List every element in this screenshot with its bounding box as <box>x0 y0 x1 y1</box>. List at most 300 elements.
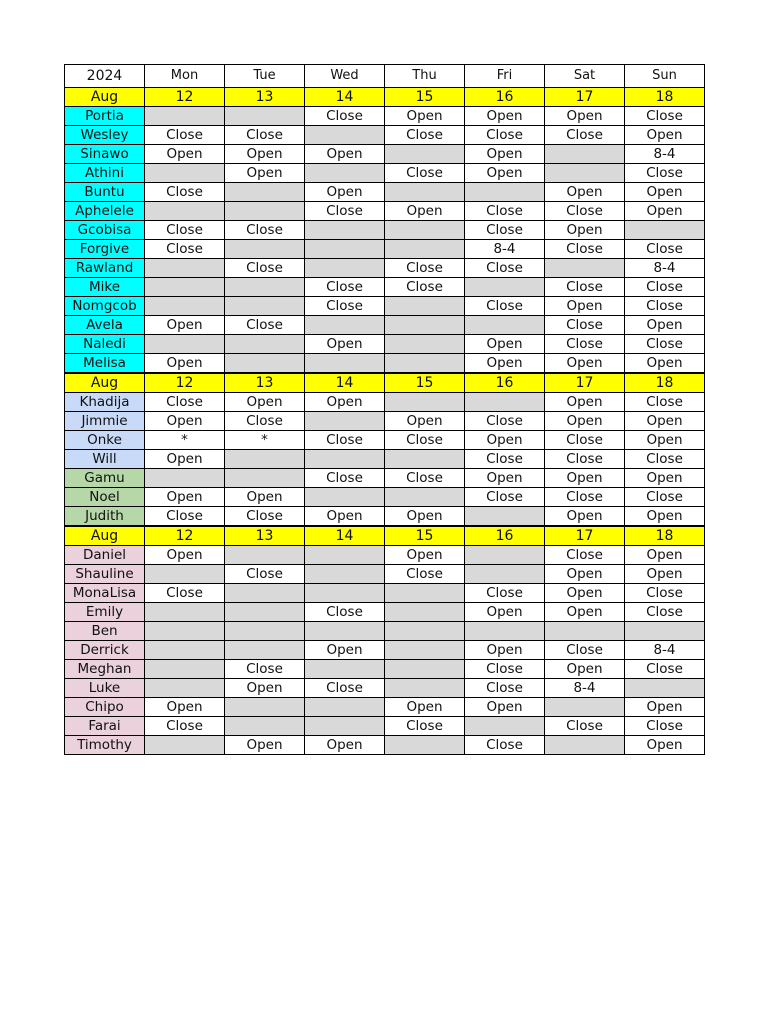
date-cell: 15 <box>385 373 465 393</box>
shift-cell[interactable] <box>625 679 705 698</box>
shift-cell[interactable]: Close <box>305 679 385 698</box>
shift-cell[interactable] <box>305 259 385 278</box>
shift-cell[interactable] <box>305 316 385 335</box>
shift-cell[interactable]: Open <box>145 145 225 164</box>
shift-cell[interactable] <box>225 469 305 488</box>
shift-cell[interactable]: Open <box>465 335 545 354</box>
shift-cell[interactable]: Open <box>545 469 625 488</box>
shift-cell[interactable] <box>465 546 545 565</box>
day-header-sun: Sun <box>625 65 705 88</box>
shift-cell[interactable]: Open <box>625 431 705 450</box>
shift-cell[interactable]: Open <box>305 183 385 202</box>
employee-name[interactable]: Jimmie <box>65 412 145 431</box>
shift-cell[interactable] <box>145 469 225 488</box>
shift-cell[interactable] <box>225 603 305 622</box>
shift-cell[interactable] <box>145 641 225 660</box>
employee-row <box>65 488 705 507</box>
shift-cell[interactable] <box>145 278 225 297</box>
shift-cell[interactable] <box>545 622 625 641</box>
shift-cell[interactable] <box>305 660 385 679</box>
shift-cell[interactable]: Close <box>625 603 705 622</box>
shift-cell[interactable]: Open <box>625 183 705 202</box>
shift-cell[interactable] <box>305 126 385 145</box>
date-cell: 12 <box>145 373 225 393</box>
shift-cell[interactable] <box>545 259 625 278</box>
shift-cell[interactable]: Close <box>305 278 385 297</box>
shift-cell[interactable]: Open <box>225 145 305 164</box>
shift-cell[interactable]: Close <box>465 259 545 278</box>
shift-cell[interactable] <box>385 622 465 641</box>
shift-cell[interactable]: Close <box>545 431 625 450</box>
shift-cell[interactable]: Open <box>465 698 545 717</box>
shift-cell[interactable]: Open <box>305 335 385 354</box>
date-cell: 17 <box>545 373 625 393</box>
shift-cell[interactable]: Open <box>545 297 625 316</box>
shift-cell[interactable]: Close <box>305 107 385 126</box>
shift-cell[interactable]: Open <box>465 603 545 622</box>
employee-name[interactable]: Mike <box>65 278 145 297</box>
employee-name[interactable]: Ben <box>65 622 145 641</box>
date-cell: 13 <box>225 373 305 393</box>
date-cell: 16 <box>465 373 545 393</box>
shift-cell[interactable]: Close <box>465 126 545 145</box>
shift-cell[interactable] <box>465 507 545 527</box>
shift-cell[interactable] <box>305 221 385 240</box>
employee-row <box>65 278 705 297</box>
shift-cell[interactable]: Open <box>465 145 545 164</box>
shift-cell[interactable]: 8-4 <box>465 240 545 259</box>
shift-cell[interactable]: * <box>225 431 305 450</box>
employee-row <box>65 698 705 717</box>
shift-cell[interactable]: Close <box>545 126 625 145</box>
shift-cell[interactable]: Close <box>545 546 625 565</box>
employee-name[interactable]: MonaLisa <box>65 584 145 603</box>
shift-cell[interactable] <box>145 565 225 584</box>
year-cell: 2024 <box>65 65 145 88</box>
shift-cell[interactable]: Open <box>625 354 705 374</box>
shift-cell[interactable] <box>305 488 385 507</box>
shift-cell[interactable] <box>225 335 305 354</box>
employee-name[interactable]: Aphelele <box>65 202 145 221</box>
shift-cell[interactable]: Close <box>625 393 705 412</box>
shift-cell[interactable]: Open <box>145 354 225 374</box>
shift-cell[interactable] <box>465 183 545 202</box>
shift-cell[interactable] <box>145 603 225 622</box>
shift-cell[interactable]: Open <box>545 507 625 527</box>
employee-row <box>65 335 705 354</box>
shift-cell[interactable]: Open <box>305 145 385 164</box>
shift-cell[interactable]: Close <box>225 316 305 335</box>
shift-cell[interactable]: Open <box>625 565 705 584</box>
shift-cell[interactable]: Open <box>465 354 545 374</box>
shift-cell[interactable]: Close <box>385 259 465 278</box>
shift-cell[interactable]: Open <box>385 698 465 717</box>
shift-cell[interactable] <box>385 603 465 622</box>
employee-row <box>65 354 705 374</box>
shift-cell[interactable]: Open <box>545 354 625 374</box>
employee-name[interactable]: Wesley <box>65 126 145 145</box>
shift-cell[interactable] <box>305 240 385 259</box>
shift-cell[interactable] <box>305 698 385 717</box>
shift-cell[interactable]: Close <box>305 603 385 622</box>
month-cell: Aug <box>65 88 145 107</box>
employee-name[interactable]: Timothy <box>65 736 145 755</box>
shift-cell[interactable] <box>225 450 305 469</box>
employee-row <box>65 183 705 202</box>
shift-cell[interactable] <box>145 736 225 755</box>
shift-cell[interactable] <box>385 335 465 354</box>
employee-name[interactable]: Emily <box>65 603 145 622</box>
employee-name[interactable]: Farai <box>65 717 145 736</box>
employee-row <box>65 412 705 431</box>
shift-cell[interactable]: Open <box>545 107 625 126</box>
shift-cell[interactable]: Open <box>305 507 385 527</box>
date-cell: 16 <box>465 88 545 107</box>
employee-name[interactable]: Onke <box>65 431 145 450</box>
employee-name[interactable]: Gamu <box>65 469 145 488</box>
employee-row <box>65 717 705 736</box>
shift-cell[interactable] <box>225 354 305 374</box>
employee-name[interactable]: Melisa <box>65 354 145 374</box>
header-row <box>65 65 705 88</box>
employee-row <box>65 736 705 755</box>
shift-cell[interactable]: Open <box>625 698 705 717</box>
shift-cell[interactable]: Open <box>545 584 625 603</box>
employee-row <box>65 469 705 488</box>
shift-cell[interactable]: Close <box>225 507 305 527</box>
shift-cell[interactable]: Close <box>145 717 225 736</box>
shift-cell[interactable]: Close <box>225 412 305 431</box>
shift-cell[interactable] <box>145 107 225 126</box>
shift-cell[interactable]: Close <box>545 450 625 469</box>
shift-cell[interactable]: Open <box>145 450 225 469</box>
shift-cell[interactable] <box>625 622 705 641</box>
shift-cell[interactable] <box>465 393 545 412</box>
employee-name[interactable]: Avela <box>65 316 145 335</box>
shift-cell[interactable]: Close <box>625 717 705 736</box>
shift-cell[interactable]: Open <box>145 698 225 717</box>
employee-name[interactable]: Naledi <box>65 335 145 354</box>
shift-cell[interactable]: 8-4 <box>625 145 705 164</box>
date-row <box>65 88 705 107</box>
shift-cell[interactable] <box>465 565 545 584</box>
shift-cell[interactable]: Open <box>385 202 465 221</box>
shift-cell[interactable]: Close <box>145 183 225 202</box>
shift-cell[interactable] <box>385 183 465 202</box>
shift-cell[interactable]: Close <box>385 565 465 584</box>
shift-cell[interactable]: Open <box>625 202 705 221</box>
shift-cell[interactable]: Close <box>385 431 465 450</box>
shift-cell[interactable] <box>385 145 465 164</box>
shift-cell[interactable] <box>385 297 465 316</box>
date-row <box>65 526 705 546</box>
shift-cell[interactable] <box>145 202 225 221</box>
employee-name[interactable]: Meghan <box>65 660 145 679</box>
shift-cell[interactable]: Open <box>625 469 705 488</box>
shift-cell[interactable] <box>305 546 385 565</box>
date-cell: 18 <box>625 526 705 546</box>
shift-cell[interactable]: Close <box>625 240 705 259</box>
shift-cell[interactable] <box>145 679 225 698</box>
shift-cell[interactable]: Close <box>305 202 385 221</box>
employee-row <box>65 507 705 527</box>
shift-cell[interactable]: Close <box>625 335 705 354</box>
employee-row <box>65 221 705 240</box>
employee-row <box>65 546 705 565</box>
employee-name[interactable]: Gcobisa <box>65 221 145 240</box>
date-cell: 14 <box>305 373 385 393</box>
shift-cell[interactable] <box>465 622 545 641</box>
shift-cell[interactable]: Close <box>225 565 305 584</box>
shift-cell[interactable]: Open <box>225 679 305 698</box>
shift-cell[interactable]: Close <box>225 259 305 278</box>
shift-cell[interactable]: * <box>145 431 225 450</box>
shift-cell[interactable]: Close <box>465 202 545 221</box>
shift-cell[interactable]: Close <box>305 431 385 450</box>
employee-row <box>65 259 705 278</box>
employee-name[interactable]: Chipo <box>65 698 145 717</box>
shift-cell[interactable] <box>145 259 225 278</box>
day-header-sat: Sat <box>545 65 625 88</box>
shift-cell[interactable] <box>225 278 305 297</box>
shift-cell[interactable]: Open <box>385 107 465 126</box>
shift-cell[interactable]: Open <box>545 221 625 240</box>
shift-cell[interactable] <box>385 736 465 755</box>
date-row <box>65 373 705 393</box>
employee-name[interactable]: Shauline <box>65 565 145 584</box>
shift-cell[interactable]: Open <box>465 431 545 450</box>
shift-cell[interactable]: Open <box>545 603 625 622</box>
shift-cell[interactable] <box>225 641 305 660</box>
shift-cell[interactable]: Close <box>465 736 545 755</box>
shift-cell[interactable]: Close <box>465 221 545 240</box>
shift-cell[interactable]: Open <box>305 393 385 412</box>
shift-cell[interactable]: Open <box>545 660 625 679</box>
employee-name[interactable]: Daniel <box>65 546 145 565</box>
month-cell: Aug <box>65 373 145 393</box>
shift-cell[interactable]: Close <box>385 469 465 488</box>
shift-schedule-table <box>64 64 705 755</box>
shift-cell[interactable] <box>545 736 625 755</box>
employee-name[interactable]: Derrick <box>65 641 145 660</box>
shift-cell[interactable]: Open <box>145 412 225 431</box>
shift-cell[interactable]: Open <box>625 736 705 755</box>
shift-cell[interactable] <box>225 183 305 202</box>
shift-cell[interactable]: Close <box>465 297 545 316</box>
shift-cell[interactable] <box>305 450 385 469</box>
shift-cell[interactable] <box>305 717 385 736</box>
shift-cell[interactable]: Open <box>625 546 705 565</box>
shift-cell[interactable]: Close <box>225 221 305 240</box>
employee-row <box>65 202 705 221</box>
shift-cell[interactable]: Open <box>545 565 625 584</box>
shift-cell[interactable]: Open <box>305 736 385 755</box>
shift-cell[interactable]: Close <box>465 584 545 603</box>
shift-cell[interactable]: Close <box>625 278 705 297</box>
shift-cell[interactable]: Open <box>625 316 705 335</box>
employee-name[interactable]: Khadija <box>65 393 145 412</box>
shift-cell[interactable] <box>145 164 225 183</box>
shift-cell[interactable]: Open <box>545 183 625 202</box>
shift-cell[interactable] <box>385 488 465 507</box>
shift-cell[interactable]: Open <box>145 546 225 565</box>
shift-cell[interactable]: 8-4 <box>625 259 705 278</box>
shift-cell[interactable]: Open <box>145 316 225 335</box>
shift-cell[interactable] <box>385 679 465 698</box>
employee-name[interactable]: Forgive <box>65 240 145 259</box>
shift-cell[interactable]: Open <box>225 736 305 755</box>
shift-cell[interactable]: Open <box>225 488 305 507</box>
shift-cell[interactable] <box>225 717 305 736</box>
shift-cell[interactable]: Close <box>545 240 625 259</box>
employee-row <box>65 450 705 469</box>
shift-cell[interactable] <box>225 622 305 641</box>
shift-cell[interactable] <box>305 622 385 641</box>
shift-cell[interactable] <box>225 240 305 259</box>
employee-name[interactable]: Sinawo <box>65 145 145 164</box>
shift-cell[interactable]: Close <box>545 717 625 736</box>
employee-name[interactable]: Will <box>65 450 145 469</box>
employee-name[interactable]: Athini <box>65 164 145 183</box>
shift-cell[interactable]: Close <box>305 297 385 316</box>
employee-name[interactable]: Judith <box>65 507 145 527</box>
shift-cell[interactable] <box>305 164 385 183</box>
employee-row <box>65 622 705 641</box>
employee-row <box>65 316 705 335</box>
employee-name[interactable]: Noel <box>65 488 145 507</box>
shift-cell[interactable] <box>145 660 225 679</box>
employee-row <box>65 145 705 164</box>
shift-cell[interactable] <box>385 221 465 240</box>
shift-cell[interactable]: Close <box>305 469 385 488</box>
employee-name[interactable]: Portia <box>65 107 145 126</box>
shift-cell[interactable] <box>225 202 305 221</box>
shift-cell[interactable]: Close <box>225 126 305 145</box>
shift-cell[interactable] <box>225 297 305 316</box>
shift-cell[interactable] <box>545 698 625 717</box>
shift-cell[interactable]: Close <box>145 240 225 259</box>
shift-cell[interactable]: Close <box>145 126 225 145</box>
employee-name[interactable]: Rawland <box>65 259 145 278</box>
employee-row <box>65 641 705 660</box>
shift-cell[interactable] <box>305 412 385 431</box>
shift-cell[interactable]: Close <box>385 164 465 183</box>
day-header-wed: Wed <box>305 65 385 88</box>
shift-cell[interactable]: Close <box>385 126 465 145</box>
shift-cell[interactable]: Open <box>305 641 385 660</box>
day-header-thu: Thu <box>385 65 465 88</box>
shift-cell[interactable] <box>545 145 625 164</box>
shift-cell[interactable] <box>225 546 305 565</box>
shift-cell[interactable] <box>225 698 305 717</box>
shift-cell[interactable]: Close <box>625 488 705 507</box>
date-cell: 14 <box>305 526 385 546</box>
shift-cell[interactable]: Close <box>545 278 625 297</box>
shift-cell[interactable]: Close <box>625 660 705 679</box>
shift-cell[interactable] <box>145 622 225 641</box>
shift-cell[interactable]: Close <box>465 412 545 431</box>
date-cell: 12 <box>145 88 225 107</box>
shift-cell[interactable] <box>465 717 545 736</box>
shift-cell[interactable] <box>305 354 385 374</box>
shift-cell[interactable] <box>465 278 545 297</box>
shift-cell[interactable]: Close <box>465 660 545 679</box>
shift-cell[interactable]: Open <box>625 507 705 527</box>
shift-cell[interactable]: Close <box>625 107 705 126</box>
shift-cell[interactable]: Open <box>465 107 545 126</box>
shift-cell[interactable]: Close <box>465 488 545 507</box>
employee-row <box>65 240 705 259</box>
shift-cell[interactable] <box>385 450 465 469</box>
shift-cell[interactable]: Open <box>385 507 465 527</box>
shift-cell[interactable]: Open <box>465 164 545 183</box>
shift-cell[interactable] <box>545 164 625 183</box>
shift-cell[interactable]: Open <box>225 393 305 412</box>
shift-cell[interactable]: Close <box>545 641 625 660</box>
shift-cell[interactable]: Open <box>545 412 625 431</box>
shift-cell[interactable] <box>385 240 465 259</box>
shift-cell[interactable] <box>385 354 465 374</box>
shift-cell[interactable] <box>385 584 465 603</box>
employee-name[interactable]: Luke <box>65 679 145 698</box>
shift-cell[interactable]: Close <box>545 488 625 507</box>
employee-name[interactable]: Buntu <box>65 183 145 202</box>
shift-cell[interactable] <box>625 221 705 240</box>
shift-cell[interactable]: Close <box>545 202 625 221</box>
shift-cell[interactable]: Close <box>625 584 705 603</box>
shift-cell[interactable]: Close <box>145 584 225 603</box>
shift-cell[interactable]: Close <box>385 717 465 736</box>
shift-cell[interactable]: Close <box>385 278 465 297</box>
shift-cell[interactable]: Open <box>625 126 705 145</box>
shift-cell[interactable] <box>385 316 465 335</box>
shift-cell[interactable] <box>145 297 225 316</box>
shift-cell[interactable] <box>225 107 305 126</box>
shift-cell[interactable] <box>385 660 465 679</box>
shift-cell[interactable] <box>385 641 465 660</box>
shift-cell[interactable]: Close <box>545 335 625 354</box>
shift-cell[interactable]: Close <box>145 221 225 240</box>
shift-cell[interactable]: Open <box>625 412 705 431</box>
shift-cell[interactable]: 8-4 <box>545 679 625 698</box>
shift-cell[interactable] <box>305 584 385 603</box>
shift-cell[interactable] <box>225 584 305 603</box>
shift-cell[interactable]: Open <box>465 469 545 488</box>
shift-cell[interactable]: Close <box>145 393 225 412</box>
shift-cell[interactable]: Open <box>385 412 465 431</box>
shift-cell[interactable]: Close <box>465 450 545 469</box>
shift-cell[interactable]: Close <box>625 450 705 469</box>
shift-cell[interactable]: Open <box>545 393 625 412</box>
shift-cell[interactable]: Open <box>465 641 545 660</box>
shift-cell[interactable]: Close <box>225 660 305 679</box>
shift-cell[interactable]: Close <box>625 164 705 183</box>
shift-cell[interactable]: Open <box>385 546 465 565</box>
shift-cell[interactable] <box>465 316 545 335</box>
shift-cell[interactable]: Close <box>545 316 625 335</box>
shift-cell[interactable] <box>385 393 465 412</box>
employee-row <box>65 126 705 145</box>
shift-cell[interactable] <box>305 565 385 584</box>
shift-cell[interactable]: Close <box>625 297 705 316</box>
employee-name[interactable]: Nomgcob <box>65 297 145 316</box>
shift-cell[interactable]: Close <box>465 679 545 698</box>
shift-cell[interactable]: 8-4 <box>625 641 705 660</box>
shift-cell[interactable]: Open <box>225 164 305 183</box>
shift-cell[interactable] <box>145 335 225 354</box>
shift-cell[interactable]: Close <box>145 507 225 527</box>
shift-cell[interactable]: Open <box>145 488 225 507</box>
